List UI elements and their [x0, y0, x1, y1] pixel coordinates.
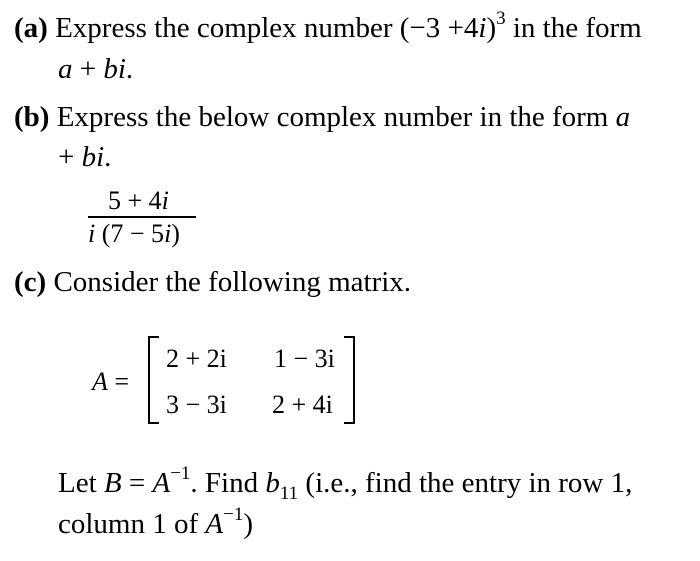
part-a-form-a: a — [58, 53, 73, 85]
matrix-cell-r2c2 — [272, 392, 333, 418]
part-a-close-paren: ) — [486, 12, 497, 44]
fraction-denominator — [88, 221, 180, 247]
matrix-cell-r1c2 — [274, 346, 335, 372]
matrix-cell-r2c1 — [166, 392, 227, 418]
matrix-lhs — [92, 369, 129, 395]
part-b-label: (b) — [14, 101, 50, 133]
part-a-exponent: 3 — [496, 8, 506, 30]
q-eq: = — [121, 467, 153, 499]
q-inv2: −1 — [223, 504, 244, 526]
part-a-line2 — [58, 55, 133, 84]
part-a-form-plus: + — [72, 53, 104, 85]
part-a-form-bi: bi — [103, 53, 126, 85]
question-line2 — [58, 504, 254, 540]
part-b-line1 — [14, 103, 630, 132]
q-B: B — [103, 467, 122, 499]
denominator-i1: i — [88, 219, 96, 248]
q-tail: (i.e., find the entry in row 1, — [298, 467, 633, 499]
fraction-bar — [88, 216, 196, 218]
matrix-cell-text: 3 − 3i — [166, 390, 227, 419]
part-a-imag-unit: i — [478, 12, 487, 44]
part-b-form-plus: + — [58, 141, 82, 173]
part-c-line1 — [14, 268, 411, 297]
q-inv: −1 — [170, 463, 191, 485]
q-sub: 11 — [279, 482, 299, 504]
matrix-right-bracket — [344, 336, 355, 424]
denominator-mid: (7 − 5 — [95, 219, 165, 248]
part-b-line2 — [58, 143, 111, 172]
matrix-left-bracket — [148, 336, 159, 424]
matrix-cell-text: 1 − 3i — [274, 344, 335, 373]
q-A2: A — [205, 508, 224, 540]
part-a-label: (a) — [14, 12, 48, 44]
q-close: ) — [243, 508, 254, 540]
q-let: Let — [58, 467, 104, 499]
question-line1 — [58, 463, 633, 504]
part-b-form-end: . — [104, 141, 112, 173]
q-find: . Find — [190, 467, 266, 499]
matrix-cell-text: 2 + 4i — [272, 390, 333, 419]
part-a-text: Express the complex number (−3 +4 — [55, 12, 479, 44]
q-A: A — [152, 467, 171, 499]
denominator-i2: i — [164, 219, 172, 248]
matrix-name: A — [92, 367, 108, 396]
part-a-line1 — [14, 8, 642, 44]
part-b-form-a: a — [615, 101, 631, 133]
part-a-tail: in the form — [505, 12, 642, 44]
q-line2: column 1 of — [58, 508, 206, 540]
part-c-intro: Consider the following matrix. — [53, 266, 412, 298]
matrix-cell-r1c1 — [166, 346, 227, 372]
part-b-text: Express the below complex number in the form — [56, 101, 616, 133]
part-c-label: (c) — [14, 266, 47, 298]
numerator-text: 5 + 4 — [108, 186, 162, 215]
q-b: b — [265, 467, 280, 499]
matrix-cell-text: 2 + 2i — [166, 344, 227, 373]
fraction-numerator — [108, 188, 169, 214]
matrix-equals: = — [107, 367, 130, 396]
numerator-i: i — [161, 186, 169, 215]
denominator-end: ) — [171, 219, 180, 248]
part-a-form-end: . — [125, 53, 134, 85]
part-b-form-bi: bi — [81, 141, 105, 173]
